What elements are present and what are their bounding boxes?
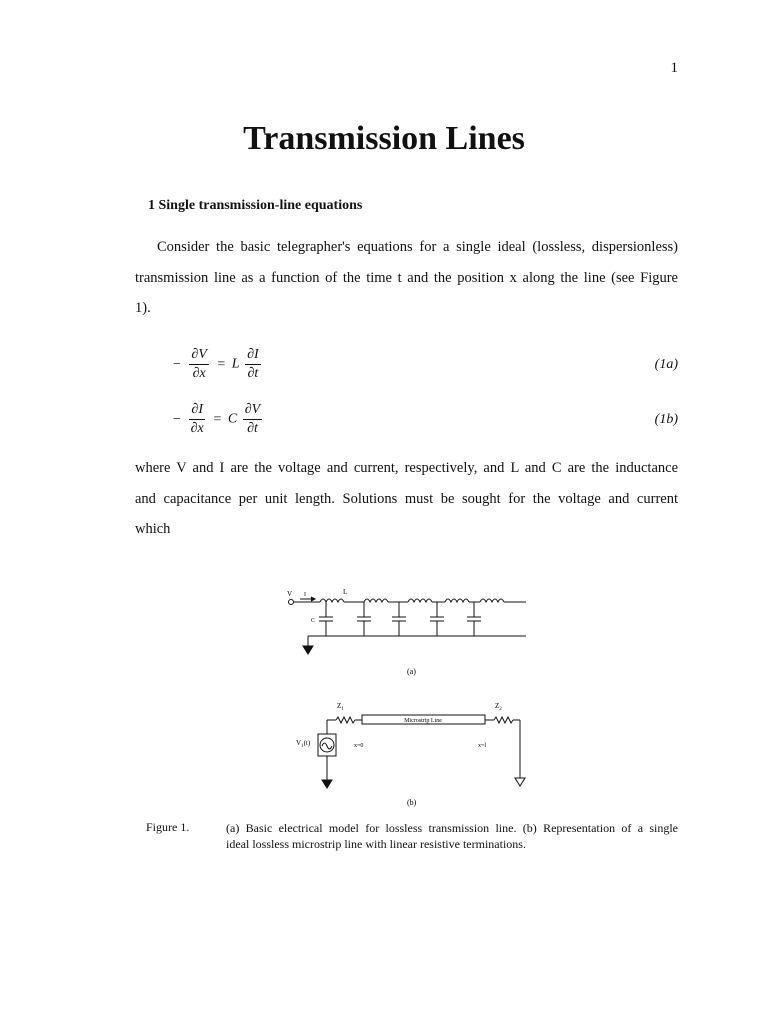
z1-label: $Z_1$: [337, 702, 344, 712]
body-line: and capacitance per unit length. Solutions must be sought for the voltage and current: [135, 490, 678, 507]
subfigure-a-caption: (a): [407, 667, 416, 676]
microstrip-line-label: Microstrip Line: [404, 718, 442, 724]
denominator: ∂x: [190, 421, 204, 436]
equation-1a: [170, 346, 263, 383]
rhs-fraction: [243, 401, 262, 438]
intro-paragraph: [135, 232, 678, 324]
equals-sign: =: [213, 411, 222, 427]
xl-label: x=l: [478, 743, 487, 749]
subfigure-b-caption: (b): [407, 798, 417, 807]
current-label: I: [304, 592, 306, 598]
denominator: ∂t: [247, 366, 259, 381]
body-line: where V and I are the voltage and current, respectively, and L and C are the inductance: [135, 460, 678, 476]
figure-1a-lc-ladder: [280, 582, 530, 682]
numerator: ∂I: [245, 346, 261, 365]
rhs-fraction: [245, 346, 261, 383]
numerator: ∂I: [189, 401, 205, 420]
numerator: ∂V: [243, 401, 262, 420]
x0-label: x=0: [354, 743, 364, 749]
z2-label: $Z_2$: [495, 702, 502, 712]
body-paragraph: [135, 453, 678, 545]
minus-sign: −: [173, 411, 181, 427]
equation-1b: [170, 401, 264, 438]
figure-caption-text: [226, 820, 678, 852]
coefficient: C: [227, 411, 238, 427]
capacitance-label: C: [311, 618, 316, 624]
lhs-fraction: [189, 346, 208, 383]
coefficient: L: [231, 356, 240, 372]
intro-line: transmission line as a function of the time t and the position x along the line (see Figure: [135, 269, 678, 286]
inductance-label: L: [343, 588, 348, 596]
intro-line: Consider the basic telegrapher's equations for a single ideal (lossless, dispersionless): [157, 239, 678, 255]
figure-1b-microstrip: [296, 698, 530, 810]
caption-line: ideal lossless microstrip line with linear resistive terminations.: [226, 837, 526, 851]
lhs-fraction: [189, 401, 205, 438]
caption-line: (a) Basic electrical model for lossless transmission line. (b) Representation of a single: [226, 821, 678, 835]
numerator: ∂V: [189, 346, 208, 365]
page-title: Transmission Lines: [243, 120, 525, 157]
page-number: 1: [670, 60, 678, 76]
source-label: $V_1(t)$: [296, 739, 311, 749]
equals-sign: =: [217, 356, 226, 372]
figure-caption-label: Figure 1.: [146, 820, 190, 834]
denominator: ∂t: [247, 421, 258, 436]
voltage-label: V: [287, 590, 293, 598]
intro-line: 1).: [135, 300, 151, 316]
body-line: which: [135, 521, 171, 537]
minus-sign: −: [173, 356, 181, 372]
equation-label: (1a): [654, 357, 678, 372]
section-heading: 1 Single transmission-line equations: [148, 198, 363, 213]
denominator: ∂x: [192, 366, 206, 381]
equation-label: (1b): [654, 412, 678, 427]
